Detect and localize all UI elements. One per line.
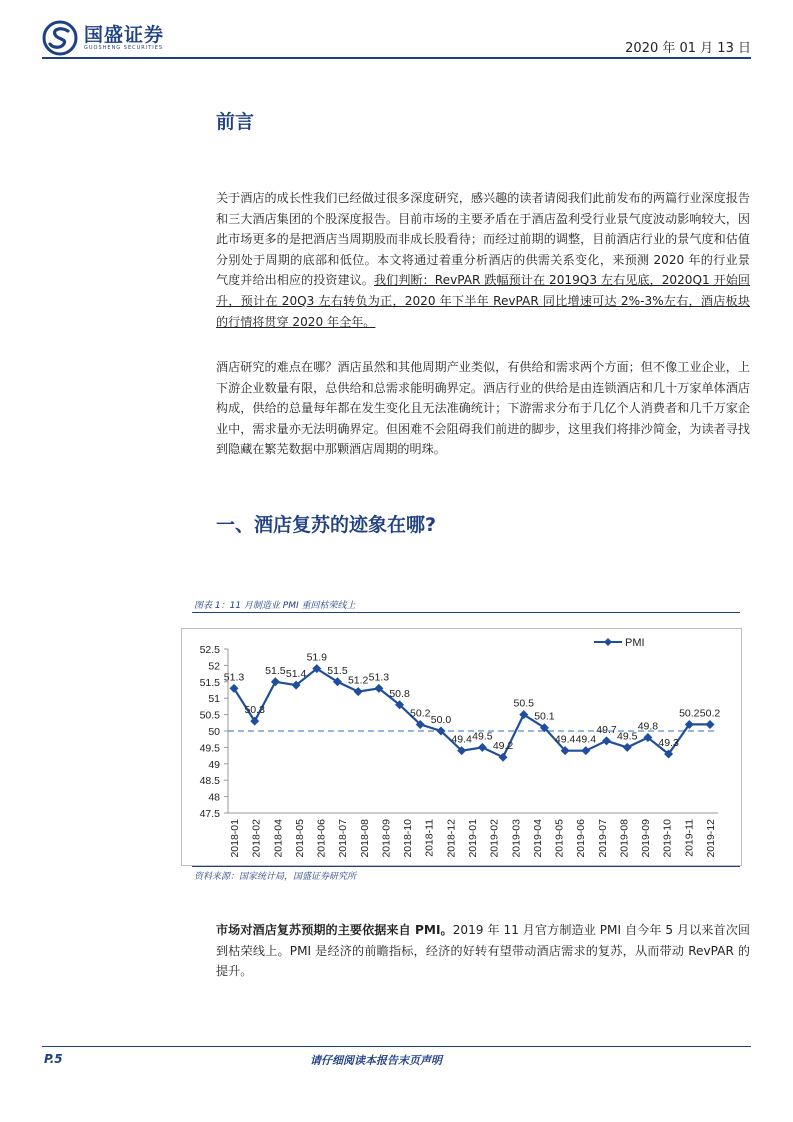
data-label: 49.5	[472, 730, 493, 743]
data-label: 50.2	[699, 707, 721, 720]
y-tick-label: 50	[208, 726, 220, 738]
section-paragraph	[216, 920, 750, 982]
data-label: 50.8	[389, 687, 410, 700]
data-point	[354, 687, 363, 696]
data-label: 49.2	[492, 740, 514, 753]
data-point	[602, 736, 611, 745]
x-axis	[228, 813, 718, 858]
x-tick-label: 2019-08	[618, 819, 631, 858]
y-tick-label: 47.5	[199, 808, 220, 820]
x-tick-label: 2019-03	[510, 819, 523, 858]
data-label: 50.1	[534, 710, 555, 723]
data-label: 49.4	[575, 733, 597, 746]
x-tick-label: 2019-04	[531, 819, 544, 858]
x-tick-label: 2018-11	[423, 819, 436, 857]
pmi-series-line	[234, 669, 710, 758]
x-tick-label: 2018-12	[445, 819, 458, 858]
preface-paragraph-2: 酒店研究的难点在哪？酒店虽然和其他周期产业类似，有供给和需求两个方面；但不像工业企业，上下游企业数量有限，总供给和总需求能明确界定。酒店行业的供给是由连锁酒店和几十万家单体酒店构成，供给的总量每年都在发生变化且无法准确统计；下游需求分布于几亿个人消费者和几千万家企业中，需求量亦无法明确界定。但困难不会阻碍我们前进的脚步，这里我们将排沙简金，为读者寻找到隐藏在繁芜数据中那颗酒店周期的明珠。	[216, 360, 750, 457]
x-tick-label: 2019-11	[683, 819, 696, 857]
y-tick-label: 52.5	[199, 644, 220, 656]
y-tick-label: 50.5	[199, 709, 220, 722]
preface-paragraph-1	[216, 188, 750, 332]
y-tick-label: 48	[208, 791, 220, 804]
data-label: 50.5	[513, 697, 534, 710]
header-divider	[42, 57, 751, 59]
y-tick-label: 49.5	[199, 742, 220, 755]
disclaimer-note: 请仔细阅读本报告末页声明	[310, 1054, 442, 1067]
x-tick-label: 2019-01	[467, 819, 479, 858]
logo-name-en: GUOSHENG SECURITIES	[84, 44, 164, 51]
data-point	[706, 720, 715, 729]
data-label: 51.2	[347, 674, 369, 687]
x-tick-label: 2019-05	[553, 819, 566, 858]
preface-paragraph-1-highlight: 我们判断：RevPAR 跌幅预计在 2019Q3 左右见底，2020Q1 开始回升，预计在 20Q3 左右转负为正，2020 年下半年 RevPAR 同比增速可达 2%-3%左右，酒店板块的行情将贯穿 2020 年全年。	[216, 273, 750, 329]
data-point	[581, 746, 590, 755]
x-tick-label: 2018-09	[380, 819, 393, 858]
data-label: 50.2	[410, 707, 431, 720]
data-point	[271, 677, 280, 686]
data-label: 51.3	[368, 671, 390, 684]
figure-bottom-rule	[192, 866, 740, 867]
x-tick-label: 2018-07	[337, 819, 350, 858]
x-tick-label: 2018-02	[250, 819, 263, 858]
data-label: 49.3	[658, 736, 679, 749]
x-tick-label: 2019-06	[575, 819, 588, 858]
preface-heading: 前言	[216, 111, 255, 133]
company-logo	[42, 20, 164, 56]
legend-label: PMI	[625, 637, 645, 649]
pmi-chart	[181, 628, 742, 866]
figure-caption: 图表 1：11 月制造业 PMI 重回枯荣线上	[194, 601, 356, 611]
y-tick-label: 51.5	[199, 676, 220, 689]
section-heading: 一、酒店复苏的迹象在哪?	[216, 514, 437, 536]
logo-icon	[42, 20, 78, 56]
section-paragraph-lead: 市场对酒店复苏预期的主要依据来自 PMI。	[216, 923, 453, 937]
y-tick-label: 49	[208, 758, 220, 771]
data-label: 50.2	[679, 707, 700, 720]
logo-name-cn: 国盛证券	[84, 23, 165, 46]
data-label: 49.5	[616, 730, 638, 743]
data-label: 49.4	[554, 733, 576, 746]
x-tick-label: 2018-06	[315, 819, 328, 858]
y-tick-label: 48.5	[199, 775, 220, 788]
x-tick-label: 2019-07	[596, 819, 609, 858]
data-point	[623, 743, 632, 752]
footer-divider	[42, 1046, 751, 1047]
x-tick-label: 2018-04	[272, 819, 285, 858]
data-label: 50.3	[244, 704, 265, 717]
data-label: 51.5	[327, 664, 348, 677]
data-label: 49.4	[451, 733, 472, 746]
data-label: 49.8	[637, 720, 659, 733]
legend-marker	[604, 638, 612, 646]
x-tick-label: 2019-12	[705, 819, 717, 858]
y-tick-label: 52	[208, 660, 220, 673]
data-label: 49.7	[596, 723, 617, 736]
x-tick-label: 2018-10	[402, 819, 415, 858]
x-tick-label: 2018-05	[293, 819, 306, 858]
data-label: 50.0	[430, 714, 452, 726]
data-label: 51.5	[265, 664, 286, 677]
x-tick-label: 2019-09	[640, 819, 653, 858]
preface-paragraph-1-text: 关于酒店的成长性我们已经做过很多深度研究，感兴趣的读者请阅我们此前发布的两篇行业深度报告和三大酒店集团的个股深度报告。目前市场的主要矛盾在于酒店盈利受行业景气度波动影响较大，因此市场更多的是把酒店当周期股而非成长股看待；而经过前期的调整，目前酒店行业的景气度和估值分别处于周期的底部和低位。本文将通过着重分析酒店的供需关系变化，来预测 2020 年的行业景气度并给出相应的投资建议。	[216, 191, 750, 288]
report-date: 2020 年 01 月 13 日	[625, 41, 751, 56]
x-tick-label: 2019-10	[661, 819, 674, 858]
data-label: 51.3	[223, 671, 245, 684]
data-point	[478, 743, 487, 752]
x-tick-label: 2018-08	[358, 819, 371, 858]
figure-source: 资料来源：国家统计局，国盛证券研究所	[194, 872, 357, 882]
chart-legend	[594, 637, 645, 649]
pmi-chart-svg	[182, 629, 741, 865]
data-point	[499, 753, 508, 762]
figure-top-rule	[192, 612, 740, 613]
section-paragraph-text: 2019 年 11 月官方制造业 PMI 自今年 5 月以来首次回到枯荣线上。PMI 是经济的前瞻指标，经济的好转有望带动酒店需求的复苏，从而带动 RevPAR 的提升。	[216, 923, 750, 979]
x-tick-label: 2018-01	[229, 819, 241, 858]
x-tick-label: 2019-02	[488, 819, 501, 858]
y-tick-label: 51	[208, 693, 220, 706]
data-label: 51.4	[285, 668, 307, 681]
data-label: 51.9	[306, 651, 328, 664]
page-number: P.5	[44, 1052, 63, 1066]
